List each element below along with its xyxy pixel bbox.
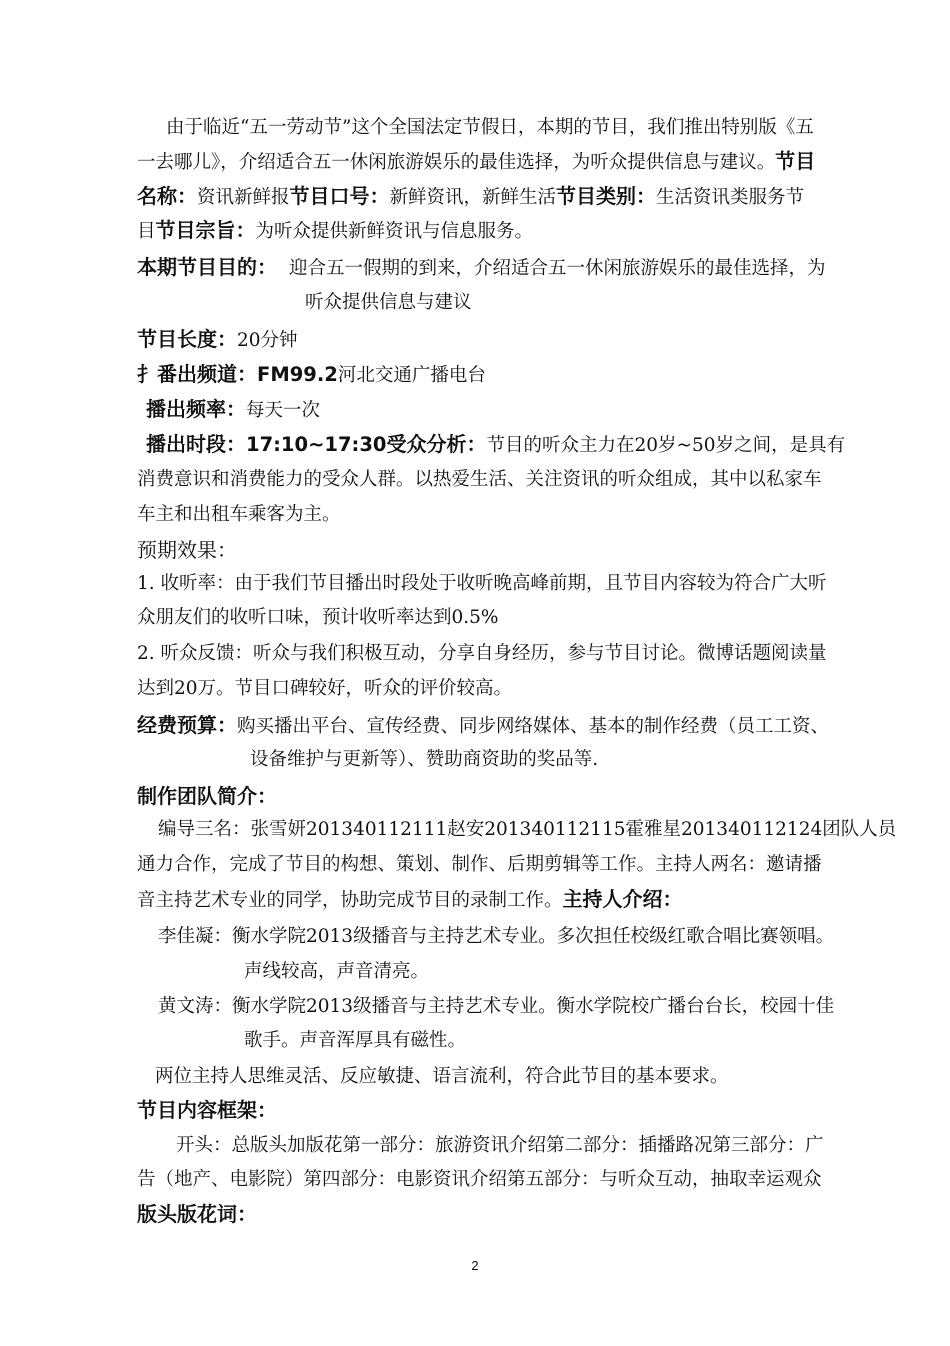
rate-value: 每天一次 — [246, 400, 321, 421]
intro-text: 一去哪儿》，介绍适合五一休闲旅游娱乐的最佳选择，为听众提供信息与建议。 — [137, 152, 776, 173]
team-line-2: 通力合作，完成了节目的构想、策划、制作、后期剪辑等工作。主持人两名：邀请播 — [137, 854, 822, 875]
length-line — [137, 327, 298, 353]
channel-label: 扌番出频道： — [137, 362, 257, 386]
channel-line — [137, 362, 486, 388]
purpose-value: 为听众提供新鲜资讯与信息服务。 — [255, 221, 534, 242]
goal-label: 本期节目目的： — [137, 255, 277, 279]
effect-item-2a: 2. 听众反馈：听众与我们积极互动，分享自身经历，参与节目讨论。微博话题阅读量 — [137, 643, 827, 664]
channel-freq: FM99.2 — [257, 363, 338, 386]
category-value-end: 目 — [137, 221, 156, 242]
intro-line-3 — [137, 184, 804, 210]
goal-line-2: 听众提供信息与建议 — [305, 292, 472, 313]
name-label: 名称： — [137, 184, 197, 208]
intro-line-2 — [137, 149, 815, 175]
jingle-label: 版头版花词： — [137, 1202, 257, 1226]
budget-label: 经费预算： — [137, 713, 237, 737]
rate-line — [146, 397, 320, 423]
host-1-line-1: 李佳凝：衡水学院2013级播音与主持艺术专业。多次担任校级红歌合唱比赛领唱。 — [158, 926, 835, 947]
effect-heading — [137, 538, 237, 564]
rate-label: 播出频率： — [146, 397, 246, 421]
team-label: 制作团队简介： — [137, 784, 277, 808]
frame-heading — [137, 1098, 277, 1124]
effect-label: 预期效果： — [137, 538, 237, 562]
page-number: 2 — [471, 1258, 479, 1273]
goal-line-1 — [137, 255, 826, 281]
host-1-line-2: 声线较高，声音清亮。 — [244, 961, 430, 982]
host-label: 主持人介绍： — [562, 887, 683, 911]
program-label: 节目 — [775, 149, 816, 173]
effect-item-1a: 1. 收听率：由于我们节目播出时段处于收听晚高峰前期，且节目内容较为符合广大听 — [137, 573, 827, 594]
budget-line-2: 设备维护与更新等）、赞助商资助的奖品等. — [250, 749, 599, 770]
audience-line-2: 消费意识和消费能力的受众人群。以热爱生活、关注资讯的听众组成，其中以私家车 — [137, 469, 822, 490]
goal-text: 迎合五一假期的到来，介绍适合五一休闲旅游娱乐的最佳选择，为 — [289, 258, 826, 279]
team-text: 音主持艺术专业的同学，协助完成节目的录制工作。 — [137, 890, 563, 911]
team-heading — [137, 784, 277, 810]
audience-label: 受众分析： — [386, 432, 487, 456]
host-2-line-2: 歌手。声音浑厚具有磁性。 — [244, 1030, 467, 1051]
budget-text: 购买播出平台、宣传经费、同步网络媒体、基本的制作经费（员工工资、 — [237, 716, 830, 737]
jingle-heading — [137, 1202, 257, 1228]
purpose-label: 节目宗旨： — [155, 218, 256, 242]
category-label: 节目类别： — [556, 184, 657, 208]
slogan-label: 节目口号： — [289, 184, 390, 208]
time-label: 播出时段： — [146, 432, 246, 456]
frame-label: 节目内容框架： — [137, 1098, 277, 1122]
budget-line-1 — [137, 713, 829, 739]
intro-line-4 — [137, 218, 533, 244]
effect-item-1b: 众朋友们的收听口味，预计收听率达到0.5% — [137, 607, 499, 628]
hosts-summary: 两位主持人思维灵活、反应敏捷、语言流利，符合此节目的基本要求。 — [155, 1066, 729, 1087]
frame-line-1: 开头：总版头加版花第一部分：旅游资讯介绍第二部分：插播路况第三部分：广 — [176, 1135, 824, 1156]
team-line-3 — [137, 887, 683, 913]
team-line-1: 编导三名：张雪妍201340112111赵安201340112115霍雅星201340112124团队人员 — [158, 819, 897, 840]
audience-text: 节目的听众主力在20岁~50岁之间，是具有 — [486, 435, 846, 456]
channel-station: 河北交通广播电台 — [337, 365, 486, 386]
time-line — [146, 432, 845, 458]
effect-item-2b: 达到20万。节目口碑较好，听众的评价较高。 — [137, 678, 513, 699]
audience-line-3: 车主和出租车乘客为主。 — [137, 504, 341, 525]
name-value: 资讯新鲜报 — [197, 187, 290, 208]
slogan-value: 新鲜资讯，新鲜生活 — [389, 187, 557, 208]
frame-line-2: 告（地产、电影院）第四部分：电影资讯介绍第五部分：与听众互动，抽取幸运观众 — [137, 1169, 822, 1190]
intro-line-1 — [166, 116, 814, 140]
length-value: 20分钟 — [237, 330, 298, 351]
length-label: 节目长度： — [137, 327, 237, 351]
intro-text: 由于临近“五一劳动节”这个全国法定节假日，本期的节目，我们推出特别版《五 — [166, 117, 814, 138]
host-2-line-1: 黄文涛：衡水学院2013级播音与主持艺术专业。衡水学院校广播台台长，校园十佳 — [158, 996, 835, 1017]
time-value: 17:10~17:30 — [246, 433, 387, 456]
category-value: 生活资讯类服务节 — [656, 187, 805, 208]
